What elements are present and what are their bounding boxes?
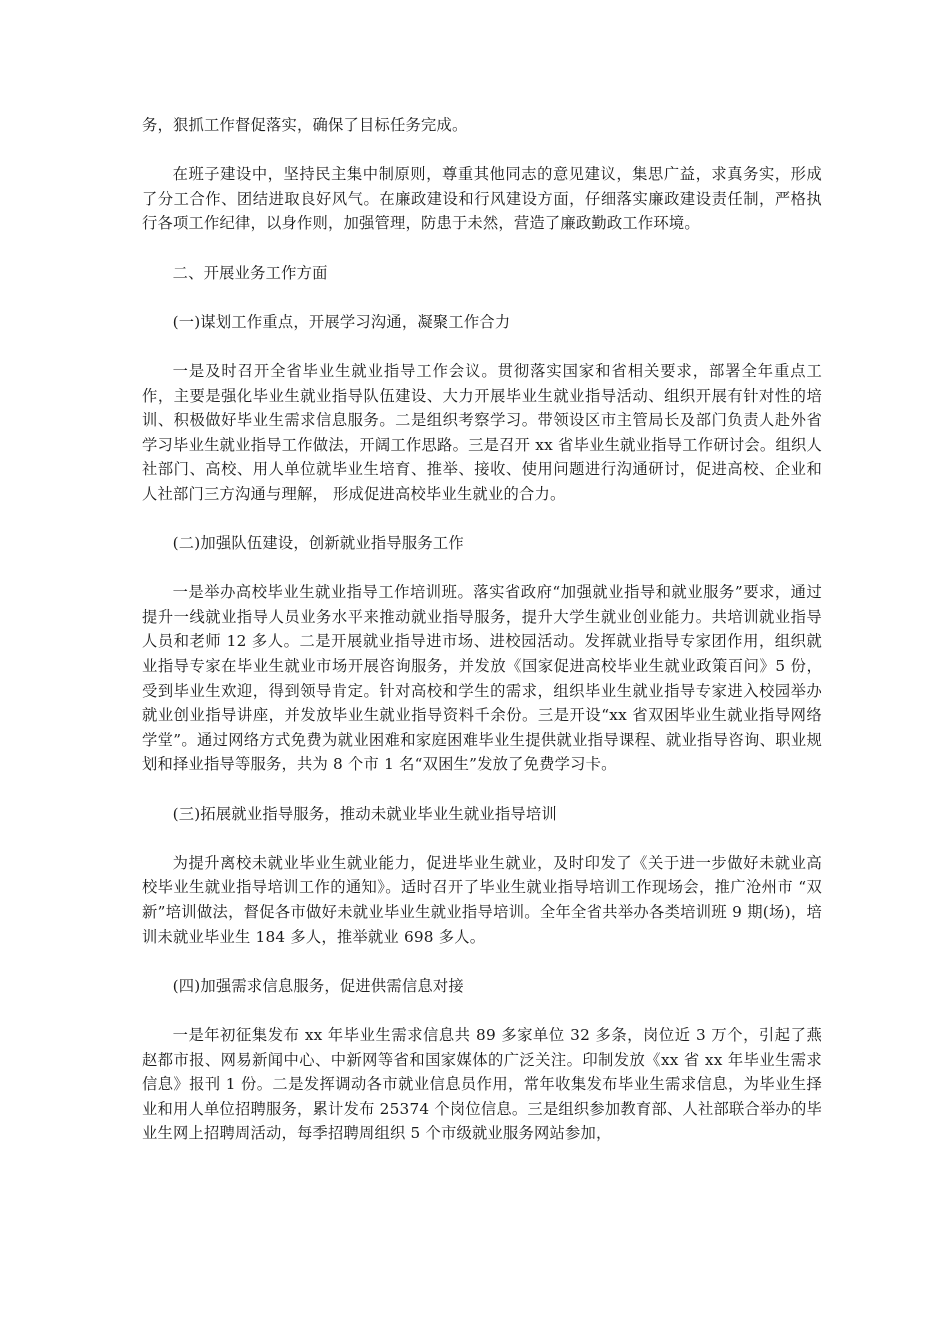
section-heading-business-work: 二、开展业务工作方面: [172, 263, 328, 282]
paragraph-team-building: 在班子建设中，坚持民主集中制原则，尊重其他同志的意见建议，集思广益，求真务实，形成了分工合作、团结进取良好风气。在廉政建设和行风建设方面，仔细落实廉政建设责任制，严格执行各项工作纪律，以身作则，加强管理，防患于未然，营造了廉政勤政工作环境。: [142, 165, 822, 233]
paragraph-continuation: 务，狠抓工作督促落实，确保了目标任务完成。: [142, 116, 468, 134]
document-page: [142, 113, 822, 1171]
subsection-heading-3: (三)拓展就业指导服务，推动未就业毕业生就业指导培训: [172, 804, 557, 823]
subsection-heading-1: (一)谋划工作重点，开展学习沟通，凝聚工作合力: [172, 312, 511, 331]
paragraph-unemployed-training: 为提升离校未就业毕业生就业能力，促进毕业生就业，及时印发了《关于进一步做好未就业高校毕业生就业指导培训工作的通知》。适时召开了毕业生就业指导培训工作现场会，推广沧州市 “双新”培训做法，督促各市做好未就业毕业生就业指导培训。全年全省共举办各类培训班 9 期(场)，培训未就业毕业生 184 多人，推举就业 698 多人。: [142, 853, 822, 946]
subsection-heading-4: (四)加强需求信息服务，促进供需信息对接: [172, 976, 464, 995]
paragraph-demand-info: 一是年初征集发布 xx 年毕业生需求信息共 89 多家单位 32 多条，岗位近 3 万个，引起了燕赵都市报、网易新闻中心、中新网等省和国家媒体的广泛关注。印制发放《xx 省 xx 年毕业生需求信息》报刊 1 份。二是发挥调动各市就业信息员作用，常年收集发布毕业生需求信息，为毕业生择业和用人单位招聘服务，累计发布 25374 个岗位信息。三是组织参加教育部、人社部联合举办的毕业生网上招聘周活动，每季招聘周组织 5 个市级就业服务网站参加，: [142, 1025, 822, 1143]
subsection-heading-2: (二)加强队伍建设，创新就业指导服务工作: [172, 534, 464, 553]
paragraph-training: 一是举办高校毕业生就业指导工作培训班。落实省政府“加强就业指导和就业服务”要求，通过提升一线就业指导人员业务水平来推动就业指导服务，提升大学生就业创业能力。共培训就业指导人员和老师 12 多人。二是开展就业指导进市场、进校园活动。发挥就业指导专家团作用，组织就业指导专家在毕业生就业市场开展咨询服务，并发放《国家促进高校毕业生就业政策百问》5 份，受到毕业生欢迎，得到领导肯定。针对高校和学生的需求，组织毕业生就业指导专家进入校园举办就业创业指导讲座，并发放毕业生就业指导资料千余份。三是开设“xx 省双困毕业生就业指导网络学堂”。通过网络方式免费为就业困难和家庭困难毕业生提供就业指导课程、就业指导咨询、职业规划和择业指导等服务，共为 8 个市 1 名“双困生”发放了免费学习卡。: [142, 583, 822, 774]
paragraph-conference: 一是及时召开全省毕业生就业指导工作会议。贯彻落实国家和省相关要求，部署全年重点工作，主要是强化毕业生就业指导队伍建设、大力开展毕业生就业指导活动、组织开展有针对性的培训、积极做好毕业生需求信息服务。二是组织考察学习。带领设区市主管局长及部门负责人赴外省学习毕业生就业指导工作做法，开阔工作思路。三是召开 xx 省毕业生就业指导工作研讨会。组织人社部门、高校、用人单位就毕业生培育、推举、接收、使用问题进行沟通研讨，促进高校、企业和人社部门三方沟通与理解， 形成促进高校毕业生就业的合力。: [142, 361, 822, 503]
